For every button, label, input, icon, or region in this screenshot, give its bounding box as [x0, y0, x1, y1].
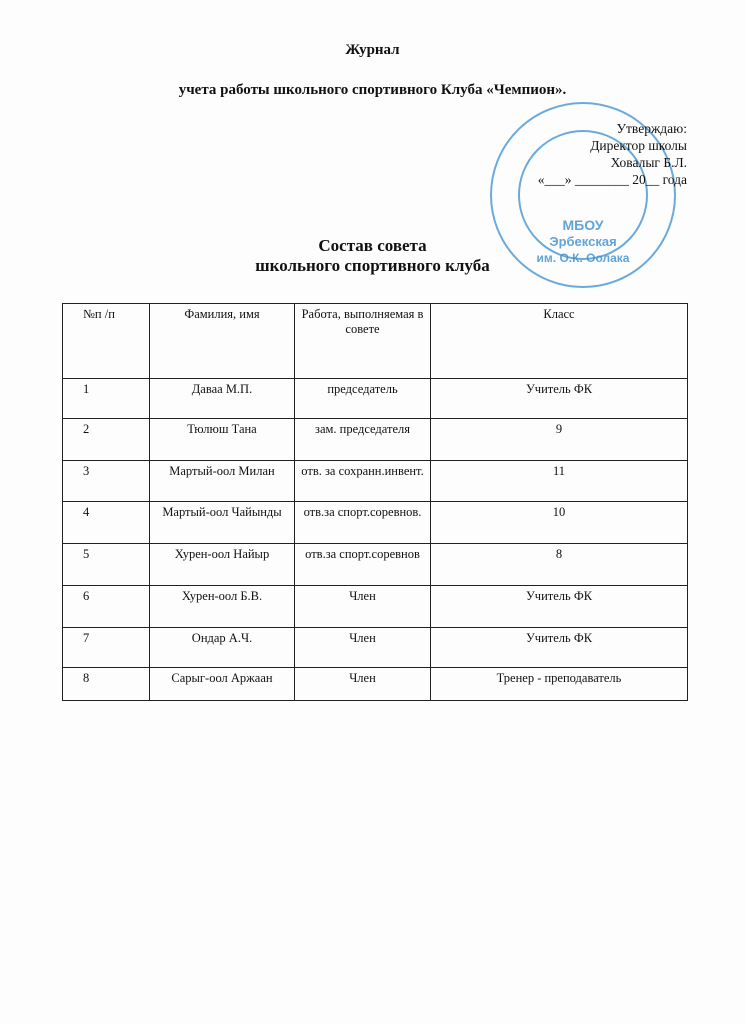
section-title-line-1: Состав совета: [318, 236, 427, 255]
document-title: Журнал: [345, 42, 400, 58]
cell-role: отв.за спорт.соревнов.: [295, 502, 431, 544]
cell-class: Учитель ФК: [431, 628, 688, 668]
cell-name: Мартый-оол Милан: [150, 461, 295, 502]
table-row: [63, 502, 688, 544]
section-title-line-2: школьного спортивного клуба: [255, 256, 490, 275]
table-row: [63, 379, 688, 419]
approval-line-1: Утверждаю:: [616, 121, 687, 136]
cell-class: 8: [431, 544, 688, 586]
header-class: Класс: [431, 304, 688, 379]
stamp-text-top: МБОУ: [562, 217, 604, 233]
cell-role: отв. за сохранн.инвент.: [295, 461, 431, 502]
cell-name: Хурен-оол Б.В.: [150, 586, 295, 628]
cell-role: отв.за спорт.соревнов: [295, 544, 431, 586]
cell-class: 9: [431, 419, 688, 461]
stamp-text-mid: Эрбекская: [549, 234, 617, 249]
table-row: [63, 586, 688, 628]
cell-name: Ондар А.Ч.: [150, 628, 295, 668]
cell-name: Мартый-оол Чайынды: [150, 502, 295, 544]
cell-number: 4: [63, 502, 150, 544]
header-role: Работа, выполняемая в совете: [295, 304, 431, 379]
cell-number: 1: [63, 379, 150, 419]
cell-number: 8: [63, 668, 150, 701]
table-row: [63, 461, 688, 502]
table-row: [63, 419, 688, 461]
approval-line-3: Ховалыг Б.Л.: [610, 155, 687, 170]
approval-line-2: Директор школы: [590, 138, 687, 153]
cell-role: председатель: [295, 379, 431, 419]
cell-class: Учитель ФК: [431, 586, 688, 628]
cell-class: 10: [431, 502, 688, 544]
cell-role: Член: [295, 628, 431, 668]
header-number: №п /п: [63, 304, 150, 379]
council-table: [62, 303, 688, 701]
cell-name: Даваа М.П.: [150, 379, 295, 419]
document-subtitle: учета работы школьного спортивного Клуба «Чемпион».: [178, 82, 567, 98]
approval-date: «___» ________ 20__ года: [537, 172, 687, 187]
table-row: [63, 628, 688, 668]
cell-number: 2: [63, 419, 150, 461]
header-name: Фамилия, имя: [150, 304, 295, 379]
table-header-row: [63, 304, 688, 379]
table-row: [63, 544, 688, 586]
table-row: [63, 668, 688, 701]
cell-class: Тренер - преподаватель: [431, 668, 688, 701]
cell-class: Учитель ФК: [431, 379, 688, 419]
cell-number: 7: [63, 628, 150, 668]
cell-role: зам. председателя: [295, 419, 431, 461]
cell-number: 5: [63, 544, 150, 586]
cell-class: 11: [431, 461, 688, 502]
cell-role: Член: [295, 668, 431, 701]
section-title: [0, 236, 745, 276]
cell-name: Сарыг-оол Аржаан: [150, 668, 295, 701]
approval-block: [538, 120, 687, 188]
cell-name: Тюлюш Тана: [150, 419, 295, 461]
cell-name: Хурен-оол Найыр: [150, 544, 295, 586]
cell-number: 6: [63, 586, 150, 628]
cell-role: Член: [295, 586, 431, 628]
cell-number: 3: [63, 461, 150, 502]
stamp-text-bottom: им. О.К. Оолака: [536, 251, 630, 265]
